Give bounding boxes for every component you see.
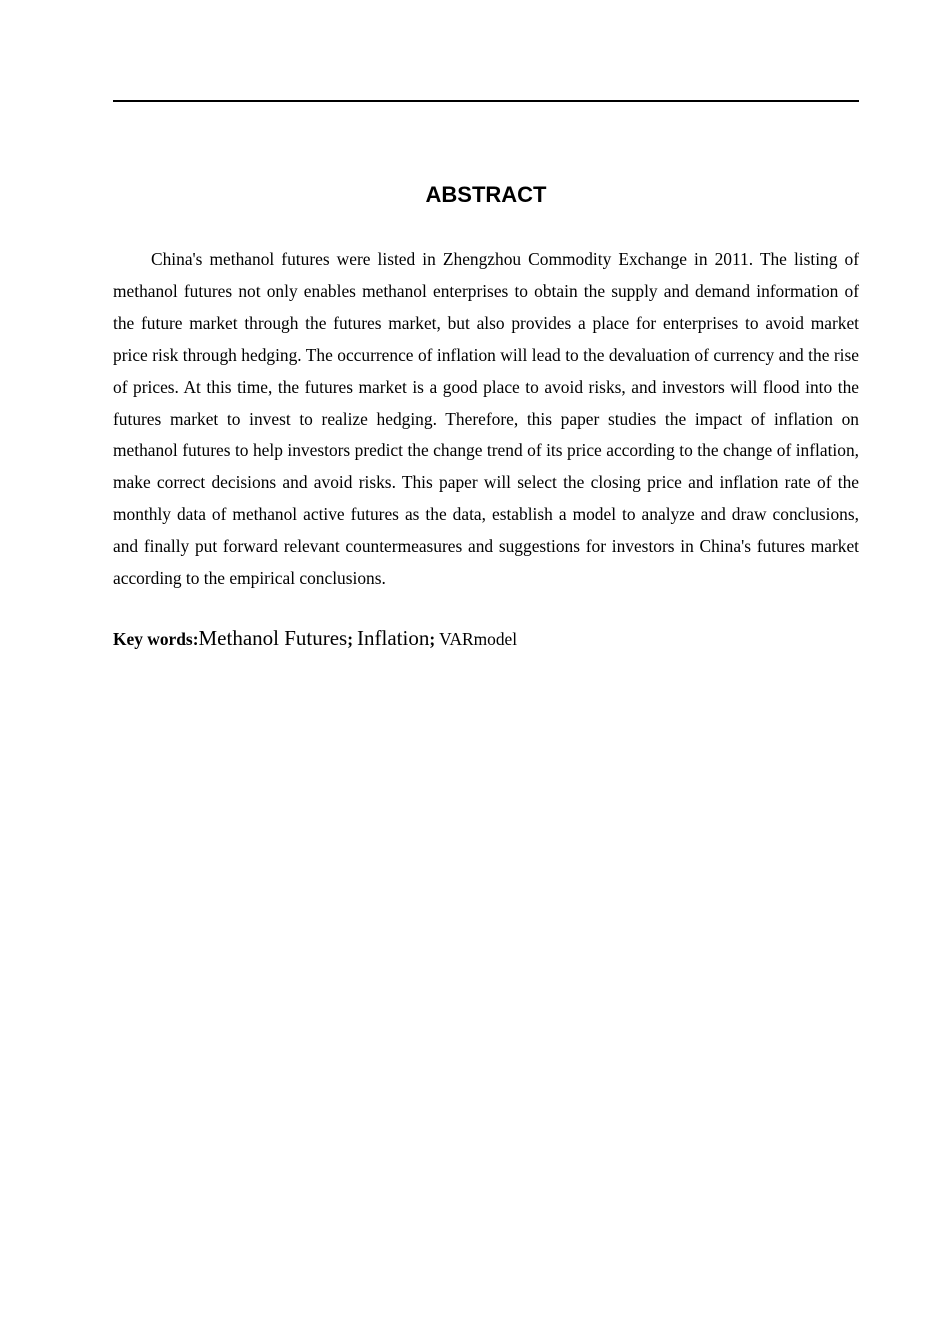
abstract-title: ABSTRACT — [425, 182, 547, 207]
keyword-separator: ; — [347, 629, 354, 649]
keywords-label: Key words: — [113, 629, 199, 649]
keyword-item: VARmodel — [439, 629, 518, 649]
keyword-item: Methanol Futures — [198, 626, 348, 650]
keyword-item: Inflation — [357, 626, 430, 650]
abstract-body: China's methanol futures were listed in Zhengzhou Commodity Exchange in 2011. The listing of methanol futures not only enables methanol enterprises to obtain the supply and demand information of the future market through the futures market, but also provides a place for enterprises to avoid market price risk through hedging. The occurrence of inflation will lead to the devaluation of currency and the rise of prices. At this time, the futures market is a good place to avoid risks, and investors will flood into the futures market to invest to realize hedging. Therefore, this paper studies the impact of inflation on methanol futures to help investors predict the change trend of its price according to the change of inflation, make correct decisions and avoid risks. This paper will select the closing price and inflation rate of the monthly data of methanol active futures as the data, establish a model to analyze and draw conclusions, and finally put forward relevant countermeasures and suggestions for investors in China's futures market according to the empirical conclusions. — [113, 249, 859, 589]
header-rule — [113, 100, 859, 102]
keyword-separator: ; — [429, 629, 436, 649]
keywords-line — [113, 624, 859, 655]
